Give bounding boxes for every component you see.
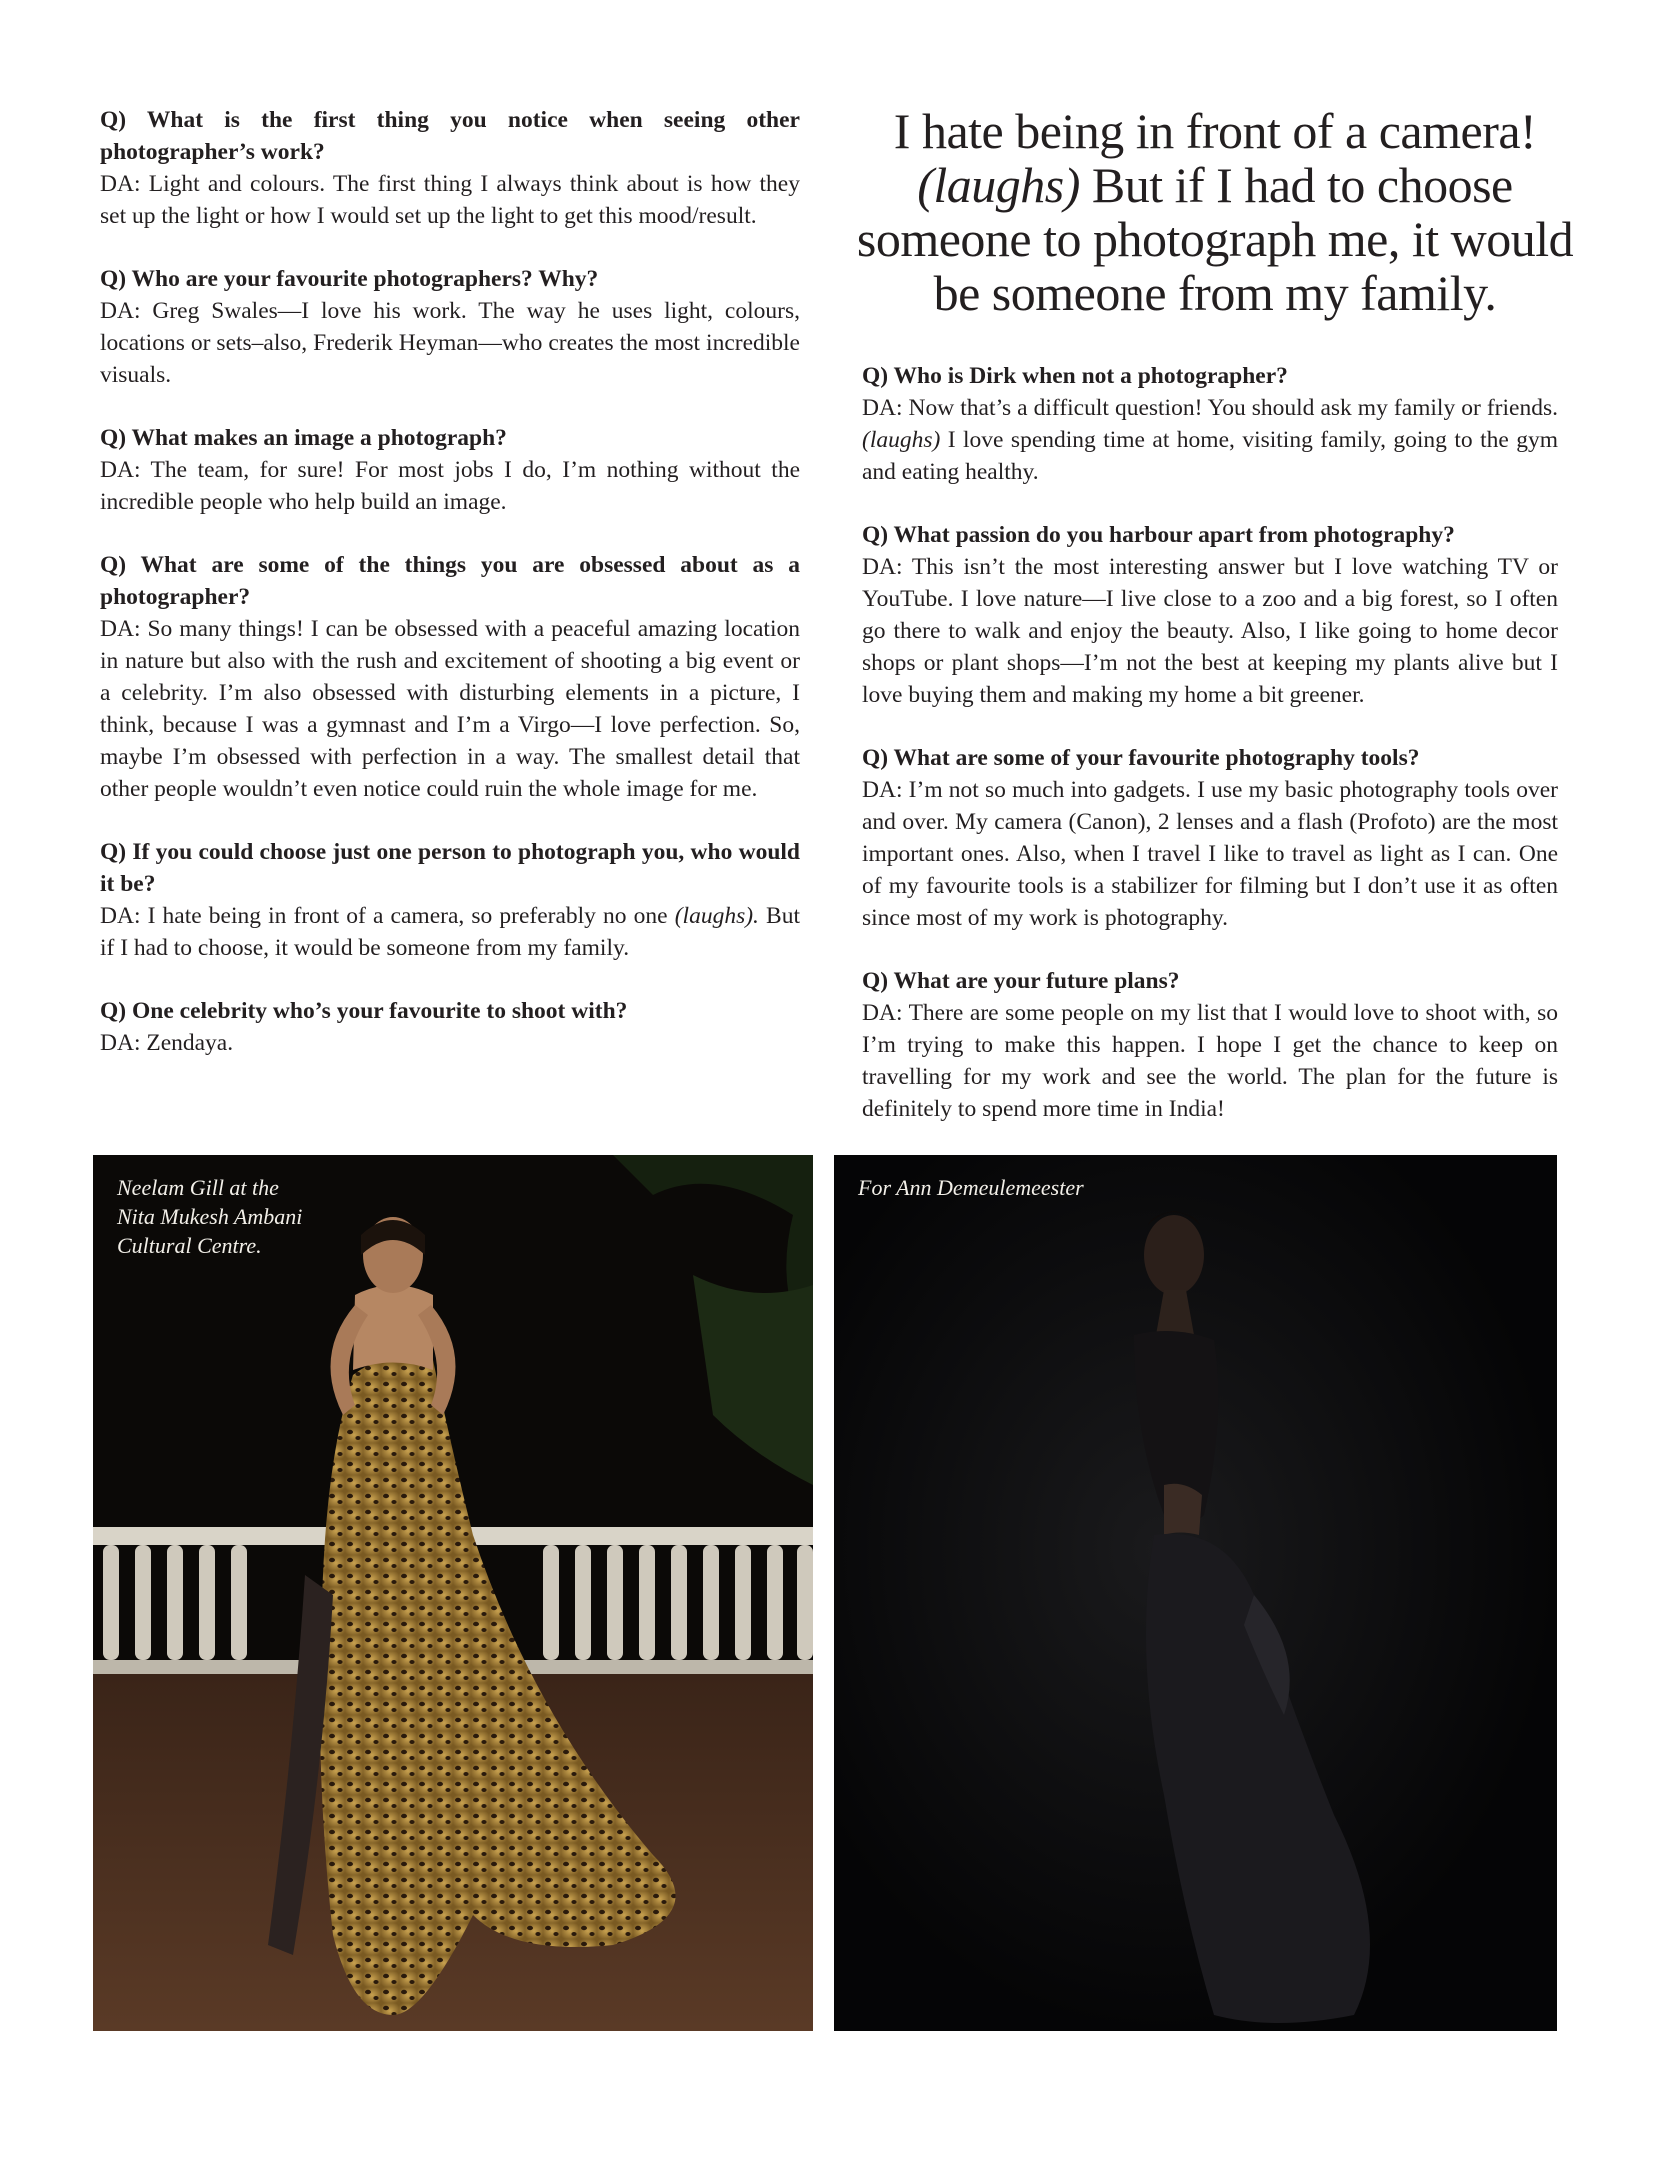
answer bbox=[862, 392, 1558, 488]
answer bbox=[100, 900, 800, 964]
caption-line: Cultural Centre. bbox=[117, 1233, 262, 1258]
qa-block bbox=[862, 519, 1558, 711]
caption-line: Neelam Gill at the bbox=[117, 1175, 279, 1200]
answer: DA: Zendaya. bbox=[100, 1030, 234, 1056]
answer-emphasis: (laughs) bbox=[862, 427, 941, 453]
answer: DA: There are some people on my list that I would love to shoot with, so I’m trying to make this happen. I hope I get the chance to keep on travelling for my work and see the world. The plan for the future is definitely to spend more time in India! bbox=[862, 1000, 1558, 1122]
qa-block bbox=[100, 422, 800, 518]
photo-illustration bbox=[834, 1155, 1557, 2031]
qa-block bbox=[100, 995, 800, 1059]
photo-ann-demeulemeester bbox=[834, 1155, 1557, 2031]
qa-block bbox=[100, 836, 800, 964]
answer-text: I love spending time at home, visiting family, going to the gym and eating healthy. bbox=[862, 427, 1558, 485]
answer: DA: Light and colours. The first thing I always think about is how they set up the light or how I would set up the light to get this mood/result. bbox=[100, 171, 800, 229]
qa-block bbox=[862, 965, 1558, 1125]
answer: DA: So many things! I can be obsessed with a peaceful amazing location in nature but also with the rush and excitement of shooting a big event or a celebrity. I’m also obsessed with disturbing elements in a picture, I think, because I was a gymnast and I’m a Virgo—I love perfection. So, maybe I’m obsessed with perfection in a way. The smallest detail that other people wouldn’t even notice could ruin the whole image for me. bbox=[100, 616, 800, 802]
question: Q) What are your future plans? bbox=[862, 968, 1180, 994]
answer-text: DA: I hate being in front of a camera, so preferably no one bbox=[100, 903, 675, 929]
question: Q) What are some of your favourite photography tools? bbox=[862, 745, 1420, 771]
question: Q) What is the first thing you notice when seeing other photographer’s work? bbox=[100, 107, 800, 165]
pull-quote-emphasis: (laughs) bbox=[917, 157, 1080, 213]
photo-caption bbox=[858, 1173, 1084, 1202]
photo-caption bbox=[117, 1173, 302, 1260]
pull-quote bbox=[850, 104, 1580, 320]
answer: DA: Greg Swales—I love his work. The way he uses light, colours, locations or sets–also, Frederik Heyman—who creates the most incredible visuals. bbox=[100, 298, 800, 388]
answer-text: But if I had to choose, it would be someone from my family. bbox=[100, 903, 800, 961]
answer-text: DA: Now that’s a difficult question! You should ask my family or friends. bbox=[862, 395, 1558, 421]
qa-block bbox=[100, 104, 800, 232]
photo-illustration bbox=[93, 1155, 813, 2031]
question: Q) What are some of the things you are obsessed about as a photographer? bbox=[100, 552, 800, 610]
question: Q) If you could choose just one person to photograph you, who would it be? bbox=[100, 839, 800, 897]
question: Q) Who are your favourite photographers? Why? bbox=[100, 266, 599, 292]
caption-line: For Ann Demeulemeester bbox=[858, 1175, 1084, 1200]
question: Q) What makes an image a photograph? bbox=[100, 425, 507, 451]
answer-emphasis: (laughs). bbox=[674, 903, 759, 929]
answer: DA: The team, for sure! For most jobs I do, I’m nothing without the incredible people who help build an image. bbox=[100, 457, 800, 515]
caption-line: Nita Mukesh Ambani bbox=[117, 1204, 303, 1229]
question: Q) Who is Dirk when not a photographer? bbox=[862, 363, 1288, 389]
photo-neelam-gill bbox=[93, 1155, 813, 2031]
qa-block bbox=[862, 360, 1558, 488]
qa-block bbox=[100, 263, 800, 391]
pull-quote-rest: But if I had to choose someone to photograph me, it would be someone from my family. bbox=[856, 157, 1574, 321]
qa-block bbox=[100, 549, 800, 805]
answer: DA: This isn’t the most interesting answer but I love watching TV or YouTube. I love nature—I live close to a zoo and a big forest, so I often go there to walk and enjoy the beauty. Also, I like going to home decor shops or plant shops—I’m not the best at keeping my plants alive but I love buying them and making my home a bit greener. bbox=[862, 554, 1558, 708]
answer: DA: I’m not so much into gadgets. I use my basic photography tools over and over. My camera (Canon), 2 lenses and a flash (Profoto) are the most important ones. Also, when I travel I like to travel as light as I can. One of my favourite tools is a stabilizer for filming but I don’t use it as often since most of my work is photography. bbox=[862, 777, 1558, 931]
qa-block bbox=[862, 742, 1558, 934]
question: Q) One celebrity who’s your favourite to shoot with? bbox=[100, 998, 628, 1024]
left-article-column bbox=[100, 104, 800, 1090]
pull-quote-line: I hate being in front of a camera! bbox=[893, 103, 1537, 159]
question: Q) What passion do you harbour apart from photography? bbox=[862, 522, 1455, 548]
right-article-column bbox=[862, 360, 1558, 1156]
